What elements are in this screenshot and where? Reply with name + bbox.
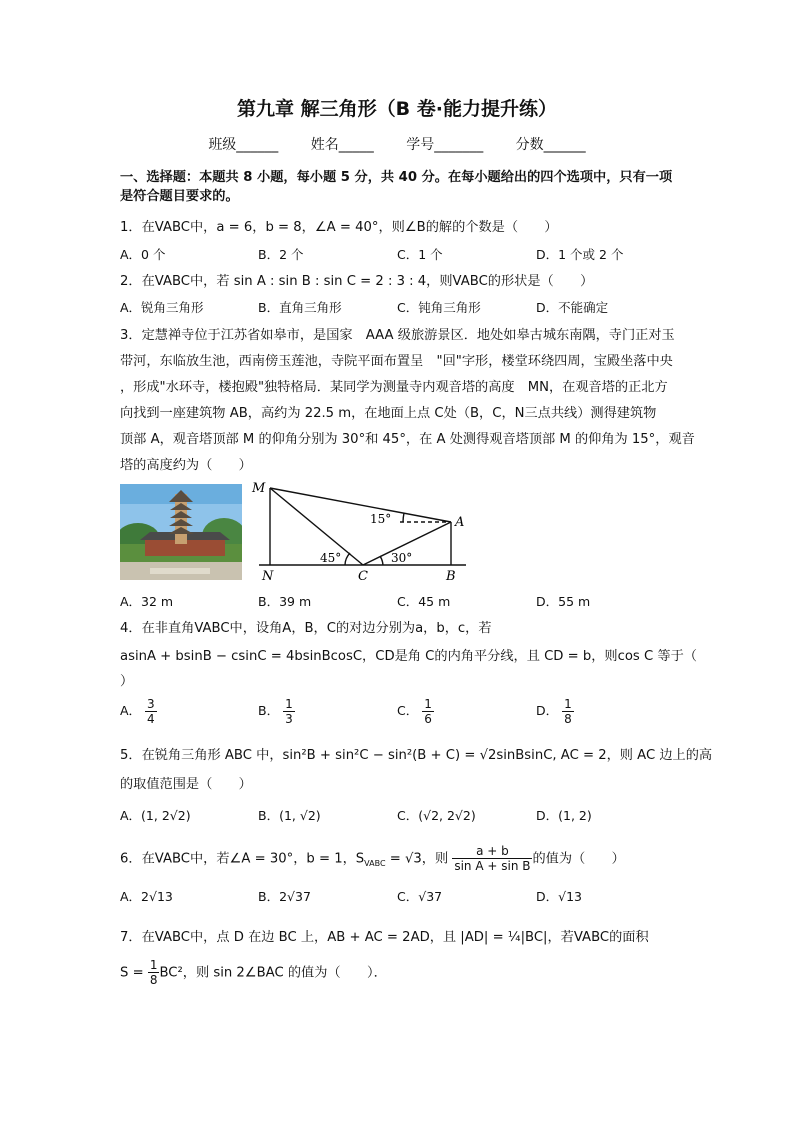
q4-option-d[interactable]: [536, 697, 574, 726]
q6-frac-num: a + b: [452, 844, 532, 859]
q4-line-2: asinA + bsinB − csinC = 4bsinBcosC，CD是角 C的内角平分线，且 CD = b，则cos C 等于（: [120, 649, 697, 664]
q4-a-num: 3: [147, 697, 155, 711]
q5-option-d[interactable]: D．(1, 2): [536, 808, 592, 823]
q5-option-c[interactable]: C．(√2, 2√2): [397, 808, 476, 823]
q6-stem: [120, 844, 625, 873]
q6-option-b[interactable]: B．2√37: [258, 889, 311, 904]
angle-45: 45°: [320, 551, 342, 565]
q4-c-num: 1: [424, 697, 432, 711]
q7-line-2: [120, 958, 387, 987]
page-title: 第九章 解三角形（B 卷·能力提升练）: [237, 98, 557, 120]
q4-line-3: ）: [120, 674, 134, 689]
q7-line-2-b: BC²，则 sin 2∠BAC 的值为（ ）．: [159, 965, 387, 981]
q7-line-2-a: S =: [120, 965, 148, 981]
student-info-row: [0, 134, 794, 154]
q2-stem: 2．在VABC中，若 sin A : sin B : sin C = 2 : 3 : 4，则VABC的形状是（ ）: [120, 274, 594, 289]
q4-d-num: 1: [564, 697, 572, 711]
student-number-field[interactable]: 学号_______: [406, 137, 484, 153]
q6-option-d[interactable]: D．√13: [536, 889, 582, 904]
q2-option-b[interactable]: B．直角三角形: [258, 300, 342, 315]
q4-b-num: 1: [285, 697, 293, 711]
q4-line-1: 4．在非直角VABC中，设角A，B，C的对边分别为a，b，c，若: [120, 621, 492, 636]
q3-line-2: 带河，东临放生池，西南傍玉莲池，寺院平面布置呈 "回"字形，楼堂环绕四周，宝殿坐落中央: [120, 354, 673, 369]
q6-fraction: [452, 844, 532, 873]
q5-option-a[interactable]: A．(1, 2√2): [120, 808, 191, 823]
section-heading: 一、选择题：本题共 8 小题，每小题 5 分，共 40 分。在每小题给出的四个选项中，只有一项: [120, 170, 673, 185]
q6-option-a[interactable]: A．2√13: [120, 889, 173, 904]
angle-30: 30°: [391, 551, 413, 565]
q4-option-a-fraction: [145, 697, 157, 726]
q1-option-a[interactable]: A．0 个: [120, 247, 166, 262]
q4-option-a-label: A．: [120, 703, 142, 718]
q4-option-c-fraction: [422, 697, 434, 726]
label-n: N: [262, 569, 274, 584]
angle-15: 15°: [370, 512, 392, 526]
q3-line-4: 向找到一座建筑物 AB，高约为 22.5 m，在地面上点 C处（B，C，N三点共线）测得建筑物: [120, 406, 657, 421]
q2-option-a[interactable]: A．锐角三角形: [120, 300, 204, 315]
class-field[interactable]: 班级______: [208, 137, 279, 153]
q4-a-den: 4: [147, 712, 155, 726]
q5-option-b[interactable]: B．(1, √2): [258, 808, 321, 823]
score-field[interactable]: 分数______: [515, 137, 586, 153]
q3-line-1: 3．定慧禅寺位于江苏省如皋市，是国家 AAA 级旅游景区．地处如皋古城东南隅，寺门正对玉: [120, 328, 675, 343]
q3-option-a[interactable]: A．32 m: [120, 594, 174, 609]
q5-line-1: 5．在锐角三角形 ABC 中，sin²B + sin²C − sin²(B + C) = √2sinBsinC, AC = 2，则 AC 边上的高: [120, 748, 713, 763]
q4-option-c[interactable]: [397, 697, 434, 726]
label-m: M: [252, 481, 266, 496]
q3-option-c[interactable]: C．45 m: [397, 594, 451, 609]
q3-line-3: ，形成"水环寺，楼抱殿"独特格局．某同学为测量寺内观音塔的高度 MN，在观音塔的正北方: [120, 380, 668, 395]
q4-option-d-fraction: [562, 697, 574, 726]
q7-frac-den: 8: [149, 973, 158, 987]
q4-option-d-label: D．: [536, 703, 559, 718]
q3-option-b[interactable]: B．39 m: [258, 594, 312, 609]
q4-option-c-label: C．: [397, 703, 419, 718]
q5-line-2: 的取值范围是（ ）: [120, 777, 252, 792]
label-b: B: [446, 569, 456, 584]
name-field[interactable]: 姓名_____: [310, 137, 374, 153]
q6-stem-c: 的值为（ ）: [532, 851, 625, 867]
q6-frac-den: sin A + sin B: [454, 859, 531, 873]
q1-stem: 1．在VABC中，a = 6，b = 8，∠A = 40°，则∠B的解的个数是（ ）: [120, 220, 558, 235]
q4-option-b[interactable]: [258, 697, 295, 726]
q6-stem-a: 6．在VABC中，若∠A = 30°，b = 1，S: [120, 851, 365, 867]
q2-option-d[interactable]: D．不能确定: [536, 300, 609, 315]
label-a: A: [455, 515, 465, 530]
q4-option-a[interactable]: [120, 697, 157, 726]
q6-option-c[interactable]: C．√37: [397, 889, 443, 904]
section-heading-cont: 是符合题目要求的。: [120, 189, 239, 204]
q3-line-5: 顶部 A，观音塔顶部 M 的仰角分别为 30°和 45°，在 A 处测得观音塔顶部 M 的仰角为 15°，观音: [120, 432, 695, 447]
tower-geometry-diagram: [250, 474, 470, 586]
q6-subscript: VABC: [364, 859, 386, 869]
q4-b-den: 3: [285, 712, 293, 726]
q4-option-b-fraction: [283, 697, 295, 726]
q3-line-6: 塔的高度约为（ ）: [120, 458, 252, 473]
q3-option-d[interactable]: D．55 m: [536, 594, 591, 609]
q2-option-c[interactable]: C．钝角三角形: [397, 300, 481, 315]
q7-line-1: 7．在VABC中，点 D 在边 BC 上，AB + AC = 2AD，且 |AD| = ¼|BC|，若VABC的面积: [120, 930, 649, 945]
q4-c-den: 6: [424, 712, 432, 726]
q7-frac-num: 1: [149, 958, 158, 972]
label-c: C: [358, 569, 368, 584]
q1-option-c[interactable]: C．1 个: [397, 247, 443, 262]
q4-option-b-label: B．: [258, 703, 280, 718]
q1-option-b[interactable]: B．2 个: [258, 247, 304, 262]
q7-fraction: [148, 958, 160, 987]
q6-stem-b: = √3，则: [385, 851, 449, 867]
q4-d-den: 8: [564, 712, 572, 726]
pagoda-photo: [120, 484, 242, 580]
q1-option-d[interactable]: D．1 个或 2 个: [536, 247, 624, 262]
